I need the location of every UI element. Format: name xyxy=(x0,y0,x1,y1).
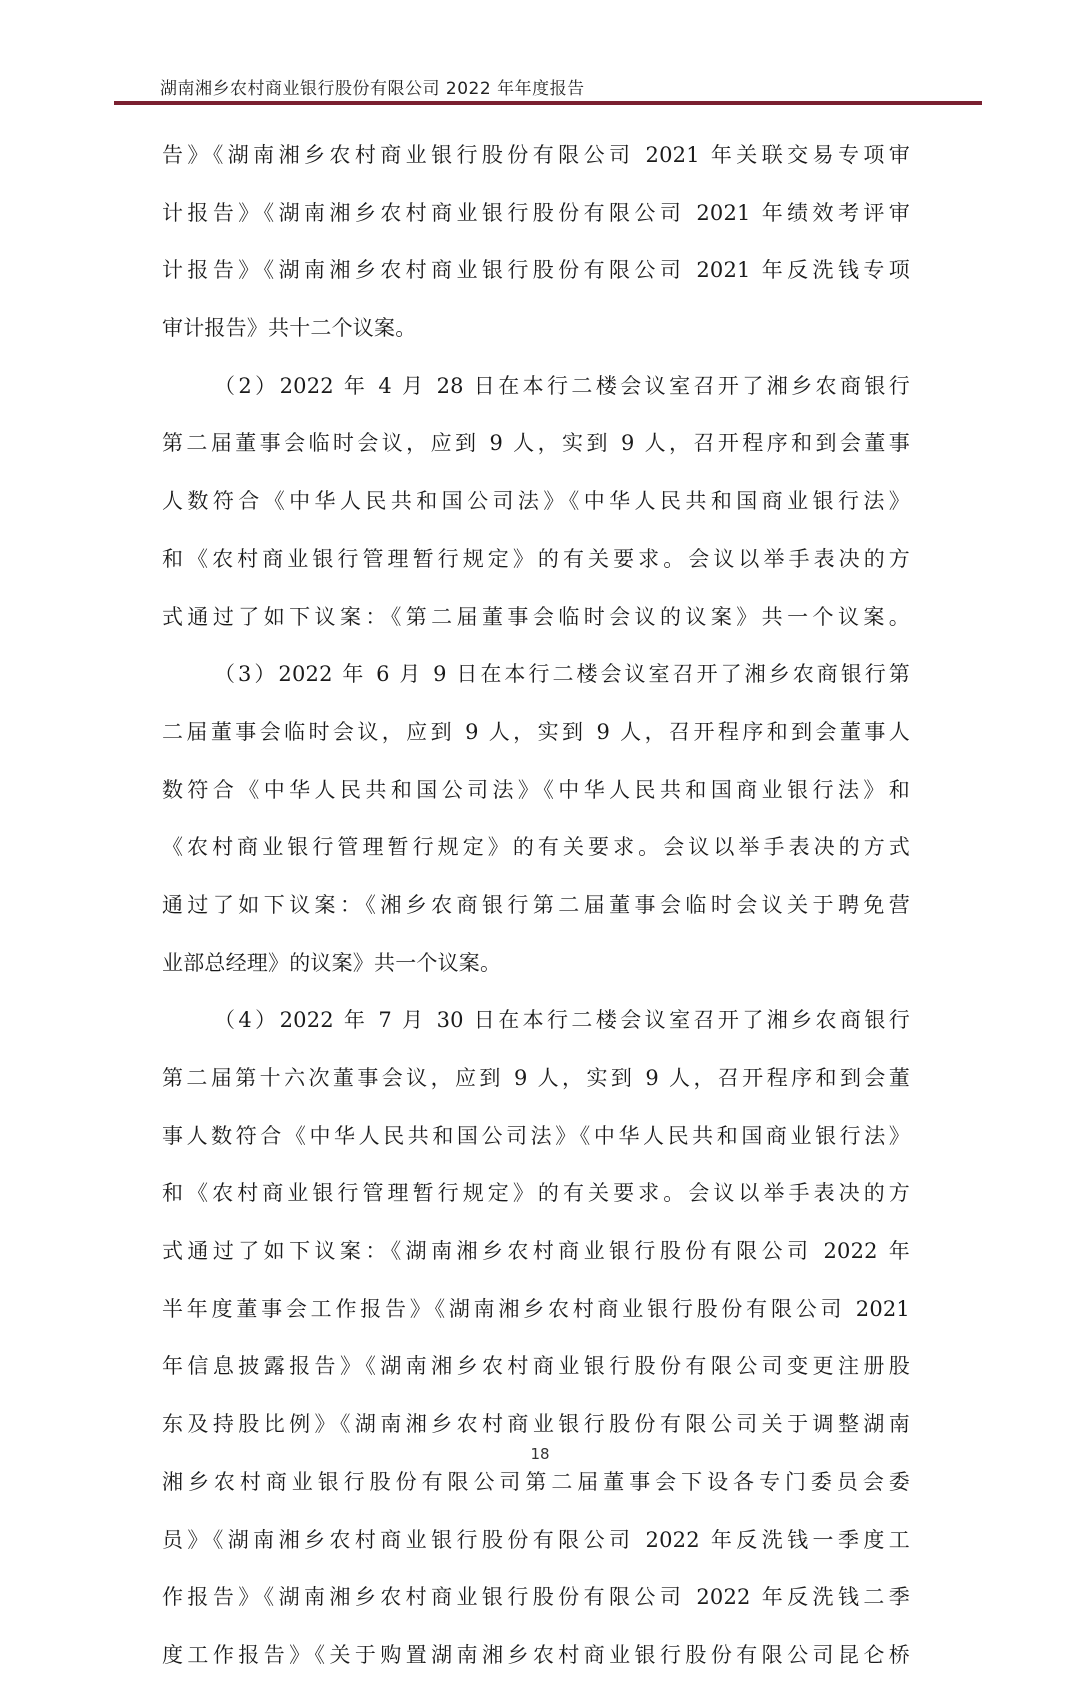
text-line: 二届董事会临时会议，应到 9 人，实到 9 人，召开程序和到会董事人 xyxy=(162,719,910,744)
text-line: （2）2022 年 4 月 28 日在本行二楼会议室召开了湘乡农商银行 xyxy=(214,373,910,398)
text-line: 第二届董事会临时会议，应到 9 人，实到 9 人，召开程序和到会董事 xyxy=(162,431,910,456)
text-line: 计报告》《湖南湘乡农村商业银行股份有限公司 2021 年绩效考评审 xyxy=(162,200,910,225)
paragraph xyxy=(162,362,910,650)
text-line: （4）2022 年 7 月 30 日在本行二楼会议室召开了湘乡农商银行 xyxy=(214,1008,910,1033)
page-header-title: 湖南湘乡农村商业银行股份有限公司 2022 年年度报告 xyxy=(160,79,585,99)
paragraph xyxy=(162,996,910,1688)
paragraph xyxy=(162,650,910,996)
text-line: 数符合《中华人民共和国公司法》《中华人民共和国商业银行法》和 xyxy=(162,777,910,802)
text-line: 半年度董事会工作报告》《湖南湘乡农村商业银行股份有限公司 2021 xyxy=(162,1296,910,1321)
text-line: 湘乡农村商业银行股份有限公司第二届董事会下设各专门委员会委 xyxy=(162,1469,910,1494)
text-line: 第二届第十六次董事会议，应到 9 人，实到 9 人，召开程序和到会董 xyxy=(162,1066,910,1090)
header-divider xyxy=(114,101,982,105)
text-line: 年信息披露报告》《湖南湘乡农村商业银行股份有限公司变更注册股 xyxy=(162,1354,910,1379)
text-line: 业部总经理》的议案》共一个议案。 xyxy=(162,950,502,975)
text-line: 通过了如下议案：《湘乡农商银行第二届董事会临时会议关于聘免营 xyxy=(162,892,910,917)
text-line: 审计报告》共十二个议案。 xyxy=(162,316,417,341)
text-line: （3）2022 年 6 月 9 日在本行二楼会议室召开了湘乡农商银行第 xyxy=(214,662,910,687)
text-line: 作报告》《湖南湘乡农村商业银行股份有限公司 2022 年反洗钱二季 xyxy=(162,1585,910,1610)
text-line: 东及持股比例》《湖南湘乡农村商业银行股份有限公司关于调整湖南 xyxy=(162,1412,910,1437)
text-line: 式通过了如下议案：《湖南湘乡农村商业银行股份有限公司 2022 年 xyxy=(162,1239,910,1264)
text-line: 《农村商业银行管理暂行规定》的有关要求。会议以举手表决的方式 xyxy=(162,835,910,860)
text-line: 员》《湖南湘乡农村商业银行股份有限公司 2022 年反洗钱一季度工 xyxy=(162,1527,910,1552)
page-number: 18 xyxy=(530,1445,550,1463)
text-line: 计报告》《湖南湘乡农村商业银行股份有限公司 2021 年反洗钱专项 xyxy=(162,258,910,283)
text-line: 和《农村商业银行管理暂行规定》的有关要求。会议以举手表决的方 xyxy=(162,546,910,571)
text-line: 事人数符合《中华人民共和国公司法》《中华人民共和国商业银行法》 xyxy=(162,1123,910,1148)
text-line: 和《农村商业银行管理暂行规定》的有关要求。会议以举手表决的方 xyxy=(162,1181,910,1206)
text-line: 告》《湖南湘乡农村商业银行股份有限公司 2021 年关联交易专项审 xyxy=(162,143,910,167)
text-line: 人数符合《中华人民共和国公司法》《中华人民共和国商业银行法》 xyxy=(162,489,910,514)
text-line: 度工作报告》《关于购置湖南湘乡农村商业银行股份有限公司昆仑桥 xyxy=(162,1642,910,1667)
paragraph xyxy=(162,131,910,362)
text-line: 式通过了如下议案：《第二届董事会临时会议的议案》共一个议案。 xyxy=(162,604,910,629)
